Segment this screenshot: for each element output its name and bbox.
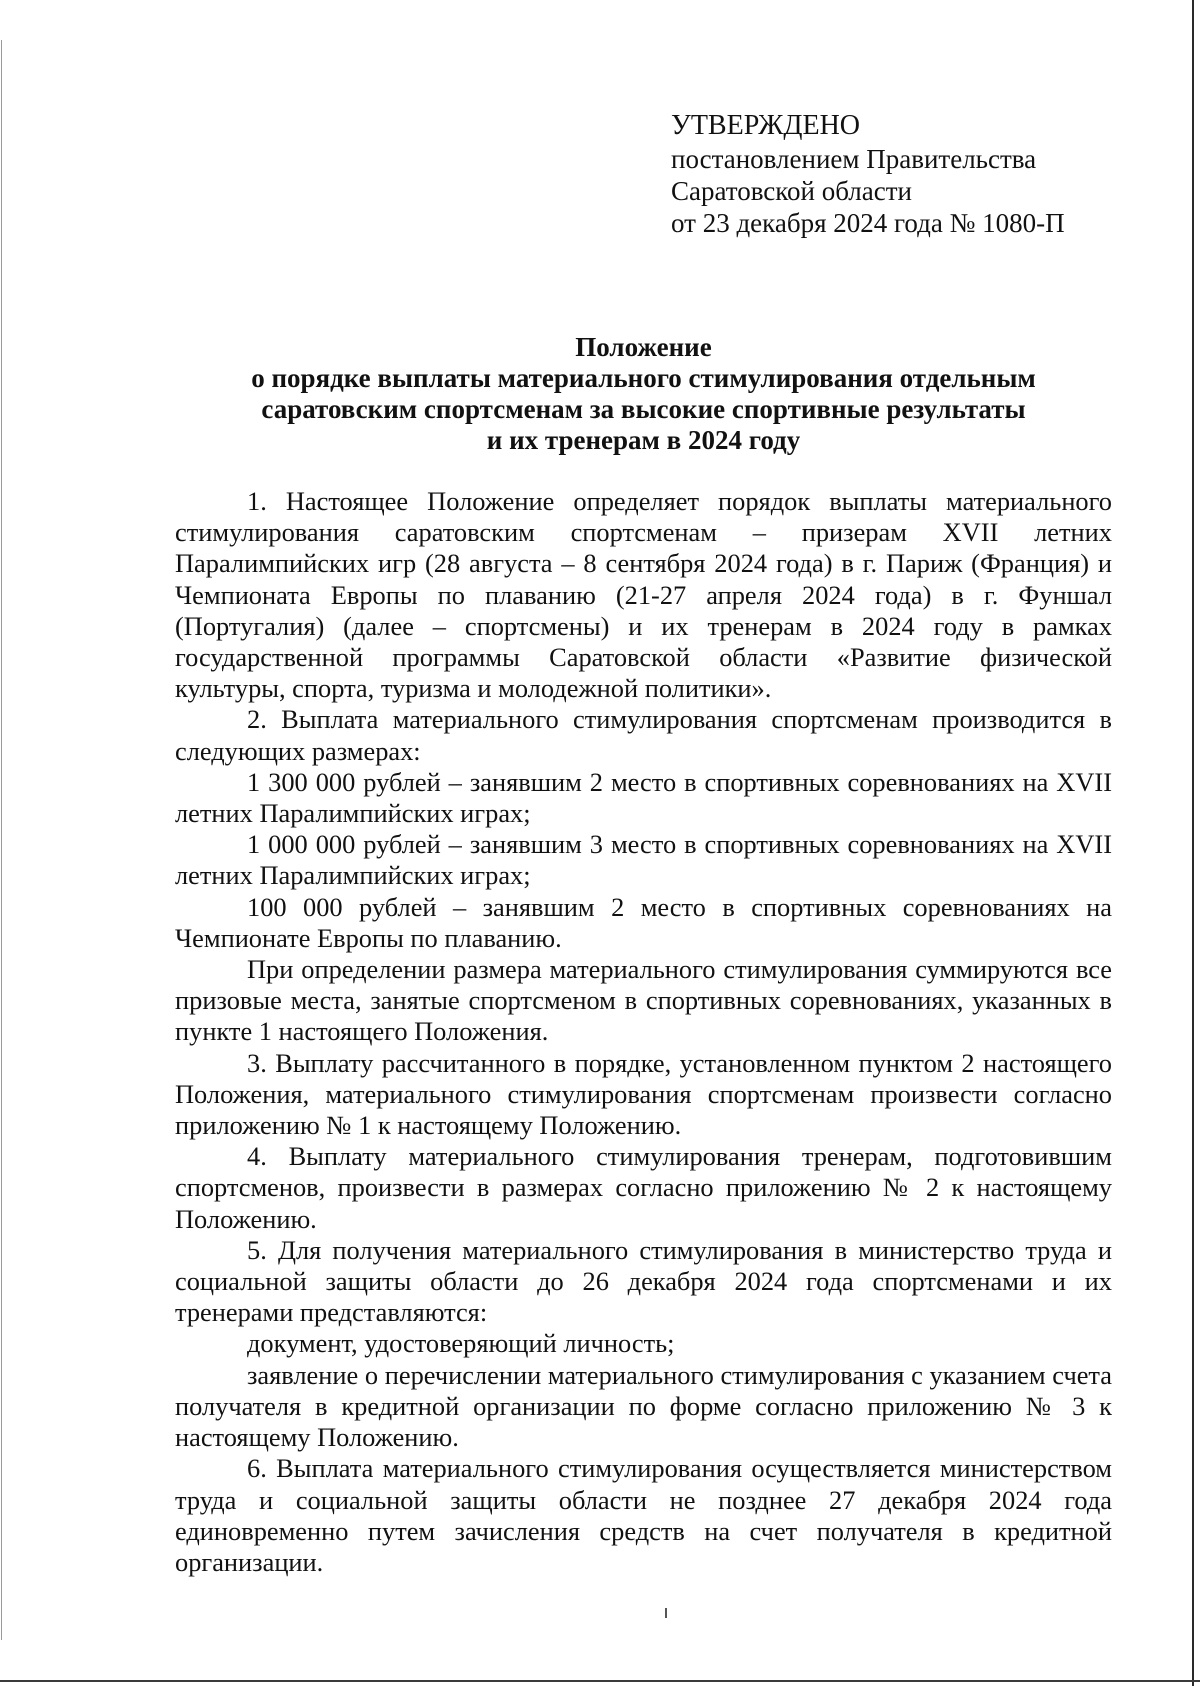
paragraph-4: 4. Выплату материального стимулирования тренерам, подготовившим спортсменов, произвести в размерах согласно приложению № 2 к настоящему Положению. xyxy=(175,1141,1112,1234)
paragraph-5-item-2: заявление о перечислении материального стимулирования с указанием счета получателя в кредитной организации по форме согласно приложению № 3 к настоящему Положению. xyxy=(175,1359,1112,1453)
title-line-4: и их тренерам в 2024 году xyxy=(486,425,801,455)
title-line-1: Положение xyxy=(575,332,712,362)
title-line-2: о порядке выплаты материального стимулирования отдельным xyxy=(251,363,1036,393)
approval-line-2: Саратовской области xyxy=(671,176,912,206)
scan-edge-left xyxy=(1,40,2,1640)
document-body xyxy=(175,486,1112,1578)
approval-title: УТВЕРЖДЕНО xyxy=(671,110,861,141)
paragraph-amount-2: 1 000 000 рублей – занявшим 3 место в спортивных соревнованиях на XVII летних Паралимпийских играх; xyxy=(175,829,1112,891)
scan-edge-right xyxy=(1192,0,1194,1686)
paragraph-1: 1. Настоящее Положение определяет порядок выплаты материального стимулирования саратовским спортсменам – призерам XVII летних Паралимпийских игр (28 августа – 8 сентября 2024 года) в г. Париж (Франция) и Чемпионата Европы по плаванию (21-27 апреля 2024 года) в г. Фуншал (Португалия) (далее – спортсмены) и их тренерам в 2024 году в рамках государственной программы Саратовской области «Развитие физической культуры, спорта, туризма и молодежной политики». xyxy=(175,486,1112,704)
paragraph-amount-3: 100 000 рублей – занявшим 2 место в спортивных соревнованиях на Чемпионате Европы по плаванию. xyxy=(175,891,1112,953)
scan-edge-bottom xyxy=(0,1680,1200,1682)
paragraph-5: 5. Для получения материального стимулирования в министерство труда и социальной защиты области до 26 декабря 2024 года спортсменами и их тренерами представляются: xyxy=(175,1234,1112,1328)
scan-artifact-mark xyxy=(665,1608,667,1618)
approval-line-3: от 23 декабря 2024 года № 1080-П xyxy=(671,208,1065,238)
paragraph-5-item-1: документ, удостоверяющий личность; xyxy=(247,1328,675,1359)
paragraph-summation: При определении размера материального стимулирования суммируются все призовые места, занятые спортсменом в спортивных соревнованиях, указанных в пункте 1 настоящего Положения. xyxy=(175,954,1112,1047)
paragraph-amount-1: 1 300 000 рублей – занявшим 2 место в спортивных соревнованиях на XVII летних Паралимпийских играх; xyxy=(175,766,1112,829)
title-line-3: саратовским спортсменам за высокие спортивные результаты xyxy=(261,394,1026,424)
document-title xyxy=(175,332,1112,456)
paragraph-2: 2. Выплата материального стимулирования спортсменам производится в следующих размерах: xyxy=(175,704,1112,766)
paragraph-3: 3. Выплату рассчитанного в порядке, установленном пунктом 2 настоящего Положения, материального стимулирования спортсменам произвести согласно приложению № 1 к настоящему Положению. xyxy=(175,1047,1112,1141)
approval-block xyxy=(671,110,1171,239)
approval-line-1: постановлением Правительства xyxy=(671,144,1037,174)
paragraph-6: 6. Выплата материального стимулирования осуществляется министерством труда и социальной защиты области не позднее 27 декабря 2024 года единовременно путем зачисления средств на счет получателя в кредитной организации. xyxy=(175,1453,1112,1577)
